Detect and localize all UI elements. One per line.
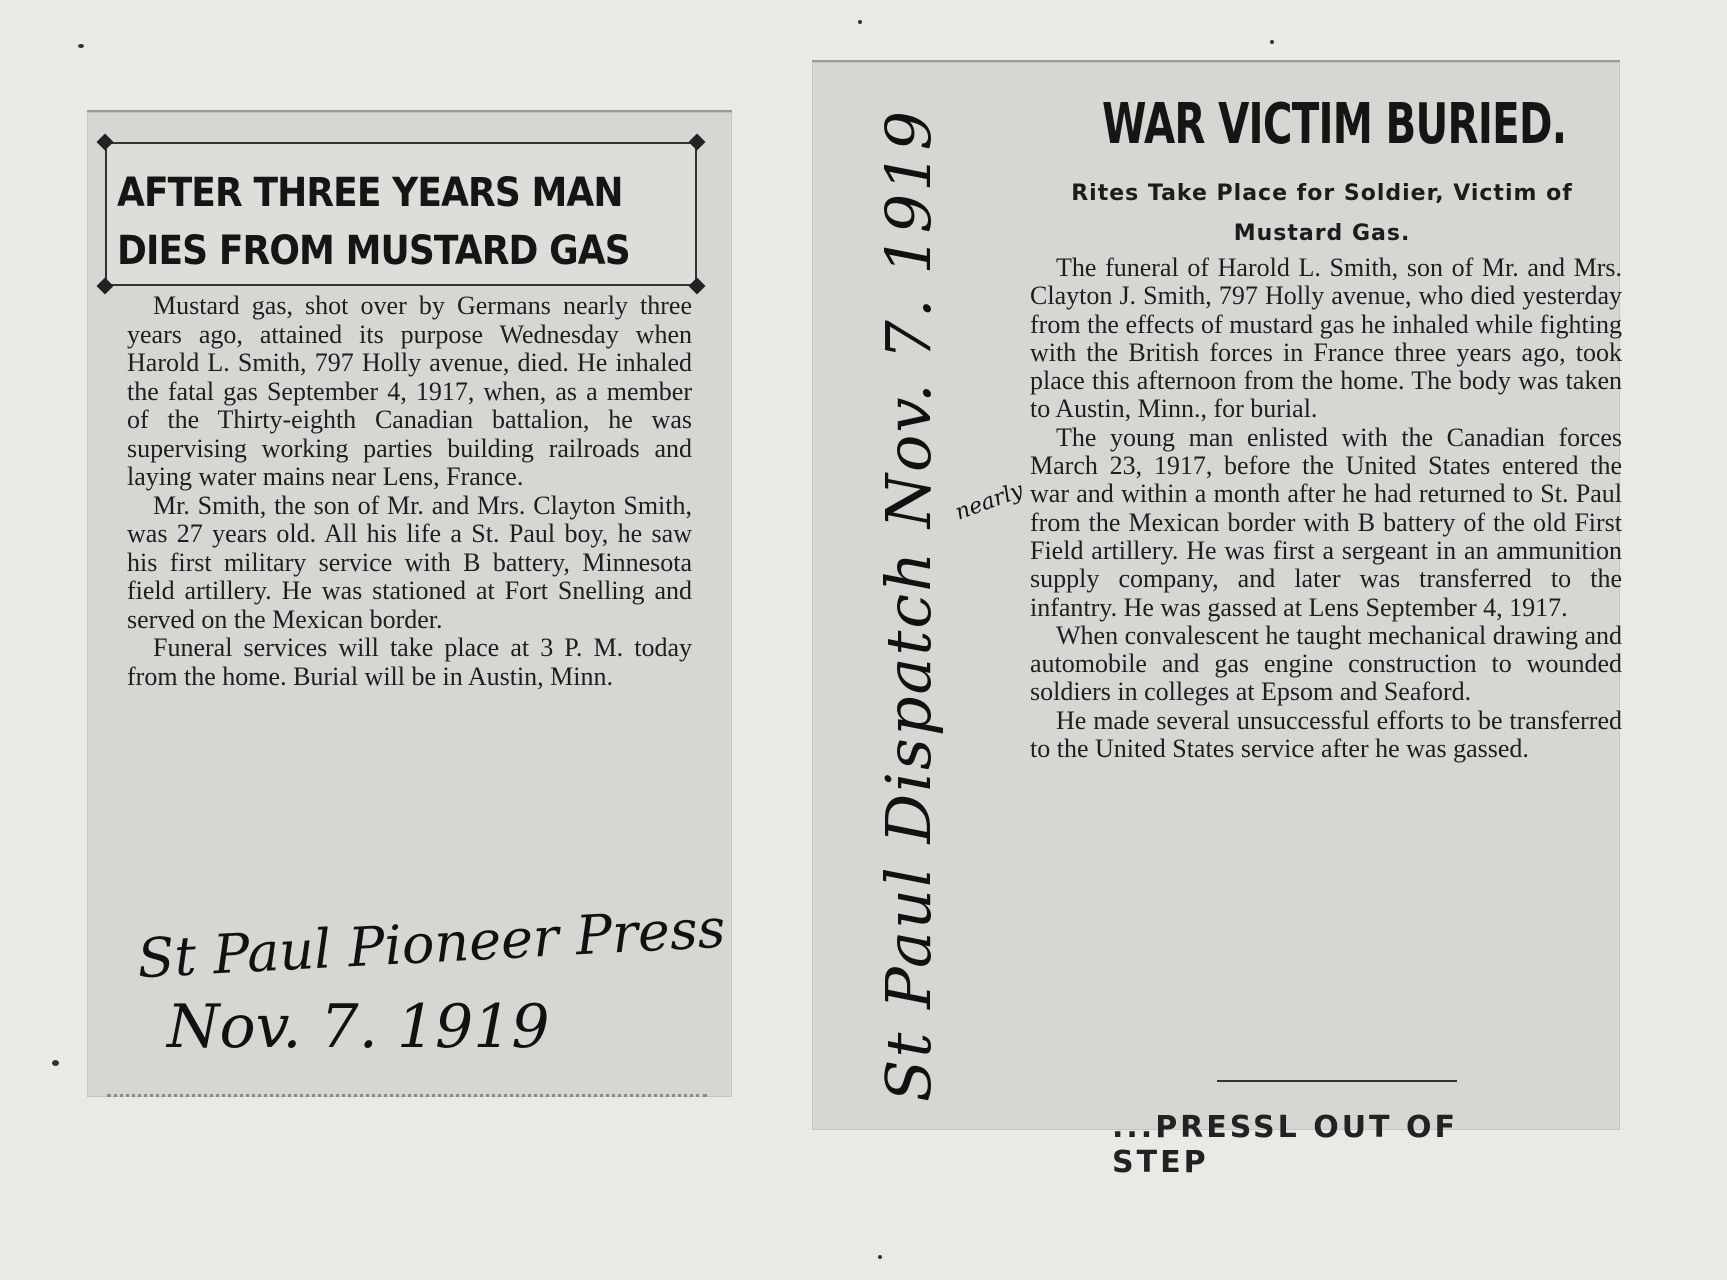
headline-box — [105, 142, 697, 286]
scan-speck — [858, 20, 862, 24]
paragraph: He made several unsuccessful efforts to be transferred to the United States service after he was gassed. — [1030, 705, 1622, 764]
scan-speck — [78, 44, 84, 48]
cut-off-text: ...PRESSL OUT OF STEP — [1112, 1110, 1458, 1180]
paragraph: Mustard gas, shot over by Germans nearly three years ago, attained its purpose Wednesday when Harold L. Smith, 797 Holly avenue, died. He inhaled the fatal gas September 4, 1917, when, as a member of the Thirty-eighth Canadian battalion, he was supervising working parties building railroads and laying water mains near Lens, France. — [127, 291, 692, 491]
right-clipping — [812, 60, 1622, 1180]
handwritten-source: St Paul Pioneer Press — [135, 896, 727, 991]
headline-line: DIES FROM MUSTARD GAS — [117, 228, 630, 274]
paragraph: Mr. Smith, the son of Mr. and Mrs. Clayton Smith, was 27 years old. All his life a St. Paul boy, he saw his first military service with B battery, Minnesota field artillery. He was stationed at Fort Snelling and served on the Mexican border. — [127, 490, 692, 634]
subheadline: Rites Take Place for Soldier, Victim of Mustard Gas. — [1071, 181, 1573, 246]
scan-speck — [52, 1060, 59, 1066]
corner-ornament — [97, 134, 114, 151]
paragraph: The young man enlisted with the Canadian forces March 23, 1917, before the United States entered the war and within a month after he had returned to St. Paul from the Mexican border with B battery of the old First Field artillery. He was first a sergeant in an ammunition supply company, and later was transferred to the infantry. He was gassed at Lens September 4, 1917. — [1030, 422, 1622, 622]
perforated-edge — [107, 1084, 707, 1097]
paragraph: When convalescent he taught mechanical drawing and automobile and gas engine construction to wounded soldiers in colleges at Epsom and Seaford. — [1030, 620, 1622, 707]
corner-ornament — [689, 134, 706, 151]
cut-off-next-headline — [1112, 1110, 1532, 1180]
scan-speck — [878, 1255, 882, 1259]
handwritten-margin-note: nearly — [952, 477, 1027, 526]
headline: WAR VICTIM BURIED. — [1102, 92, 1567, 157]
headline — [117, 164, 630, 280]
divider-rule — [1217, 1080, 1457, 1082]
left-clipping — [87, 110, 732, 1097]
article-body — [127, 292, 692, 691]
handwritten-source: St Paul Dispatch Nov. 7. 1919 — [872, 108, 945, 1102]
scan-speck — [1270, 40, 1274, 44]
corner-ornament — [97, 278, 114, 295]
headline-line: AFTER THREE YEARS MAN — [117, 170, 623, 216]
article-body — [1030, 254, 1622, 763]
paragraph: Funeral services will take place at 3 P. M. today from the home. Burial will be in Austin, Minn. — [127, 633, 692, 691]
paragraph: The funeral of Harold L. Smith, son of Mr. and Mrs. Clayton J. Smith, 797 Holly avenue, who died yesterday from the effects of mustard gas he inhaled while fighting with the British forces in France three years ago, took place this afternoon from the home. The body was taken to Austin, Minn., for burial. — [1030, 253, 1622, 424]
handwritten-date: Nov. 7. 1919 — [167, 992, 550, 1062]
